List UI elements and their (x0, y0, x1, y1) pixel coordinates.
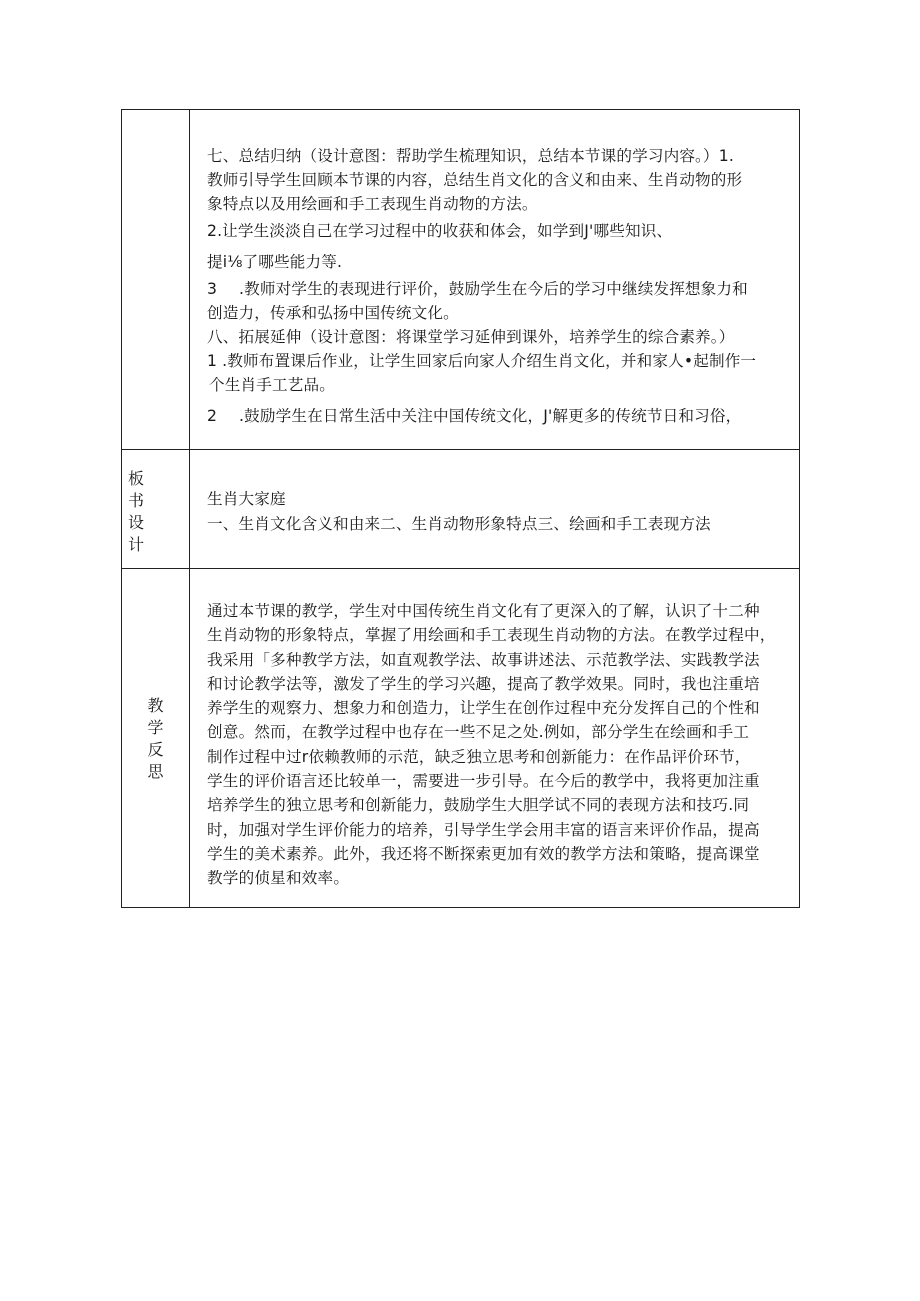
item-number: 2 (207, 407, 218, 425)
summary-line: 提i⅛了哪些能力等. (207, 253, 343, 271)
label-char: 学 (147, 718, 164, 737)
reflection-content (190, 569, 799, 907)
lesson-plan-table (121, 109, 800, 908)
item-number: 3 (207, 280, 218, 298)
summary-line: 七、总结归纳（设计意图：帮助学生梳理知识，总结本节课的学习内容。）1. (207, 147, 734, 165)
reflection-line: 我采用「多种教学方法，如直观教学法、故事讲述法、示范教学法、实践教学法 (207, 650, 760, 669)
reflection-line: 教学的侦星和效率。 (207, 869, 350, 888)
summary-line: .鼓励学生在日常生活中关注中国传统文化，J'解更多的传统节日和习俗， (239, 407, 742, 425)
board-design-content (190, 450, 799, 568)
summary-line: 八、拓展延伸（设计意图：将课堂学习延伸到课外，培养学生的综合素养。） (207, 328, 735, 346)
reflection-line: 培养学生的独立思考和创新能力，鼓励学生大胆学试不同的表现方法和技巧.同 (207, 796, 750, 815)
summary-line: 个生肖手工艺品。 (209, 376, 335, 394)
board-design-row (122, 449, 799, 568)
summary-item-2 (207, 404, 793, 428)
reflection-line: 和讨论教学法等，激发了学生的学习兴趣，提高了教学效果。同时，我也注重培 (207, 674, 760, 693)
reflection-line: 养学生的观察力、想象力和创造力，让学生在创作过程中充分发挥自己的个性和 (207, 699, 760, 718)
summary-item-3 (207, 277, 793, 301)
label-char: 书 (128, 491, 145, 510)
board-outline: 一、生肖文化含义和由来二、生肖动物形象特点三、绘画和手工表现方法 (207, 515, 711, 533)
label-char: 思 (147, 762, 164, 781)
reflection-line: 生肖动物的形象特点，掌握了用绘画和手工表现生肖动物的方法。在教学过程中， (207, 626, 776, 645)
board-design-label (122, 450, 190, 568)
reflection-row (122, 568, 799, 907)
summary-label-cell (122, 110, 190, 449)
reflection-line: 学生的美术素养。此外，我还将不断探索更加有效的教学方法和策略，提高课堂 (207, 844, 760, 863)
summary-line: 教师引导学生回顾本节课的内容，总结生肖文化的含义和由来、生肖动物的形 (207, 171, 743, 189)
label-char: 板 (128, 469, 145, 488)
reflection-line: 学生的评价语言还比较单一，需要进一步引导。在今后的教学中，我将更加注重 (207, 772, 760, 791)
summary-line: 1 .教师布置课后作业，让学生回家后向家人介绍生肖文化，并和家人•起制作一 (207, 352, 757, 370)
summary-line: 创造力，传承和弘扬中国传统文化。 (207, 304, 459, 322)
board-title: 生肖大家庭 (207, 490, 286, 508)
reflection-line: 通过本节课的教学，学生对中国传统生肖文化有了更深入的了解，认识了十二种 (207, 602, 760, 620)
label-char: 教 (147, 696, 164, 715)
label-char: 设 (128, 513, 145, 532)
reflection-line: 创意。然而，在教学过程中也存在一些不足之处.例如，部分学生在绘画和手工 (207, 723, 750, 742)
summary-line: 2.让学生淡淡自己在学习过程中的收获和体会，如学到J'哪些知识、 (207, 222, 673, 240)
reflection-line: 制作过程中过r依赖教师的示范，缺乏独立思考和创新能力：在作品评价环节， (207, 747, 751, 766)
label-char: 计 (128, 535, 145, 554)
summary-row (122, 110, 799, 449)
summary-line: .教师对学生的表现进行评价，鼓励学生在今后的学习中继续发挥想象力和 (239, 280, 748, 298)
label-char: 反 (147, 740, 164, 759)
reflection-label (122, 569, 190, 907)
reflection-line: 时，加强对学生评价能力的培养，引导学生学会用丰富的语言来评价作品，提高 (207, 820, 760, 839)
summary-line: 象特点以及用绘画和手工表现生肖动物的方法。 (207, 195, 538, 213)
summary-content (190, 110, 799, 449)
